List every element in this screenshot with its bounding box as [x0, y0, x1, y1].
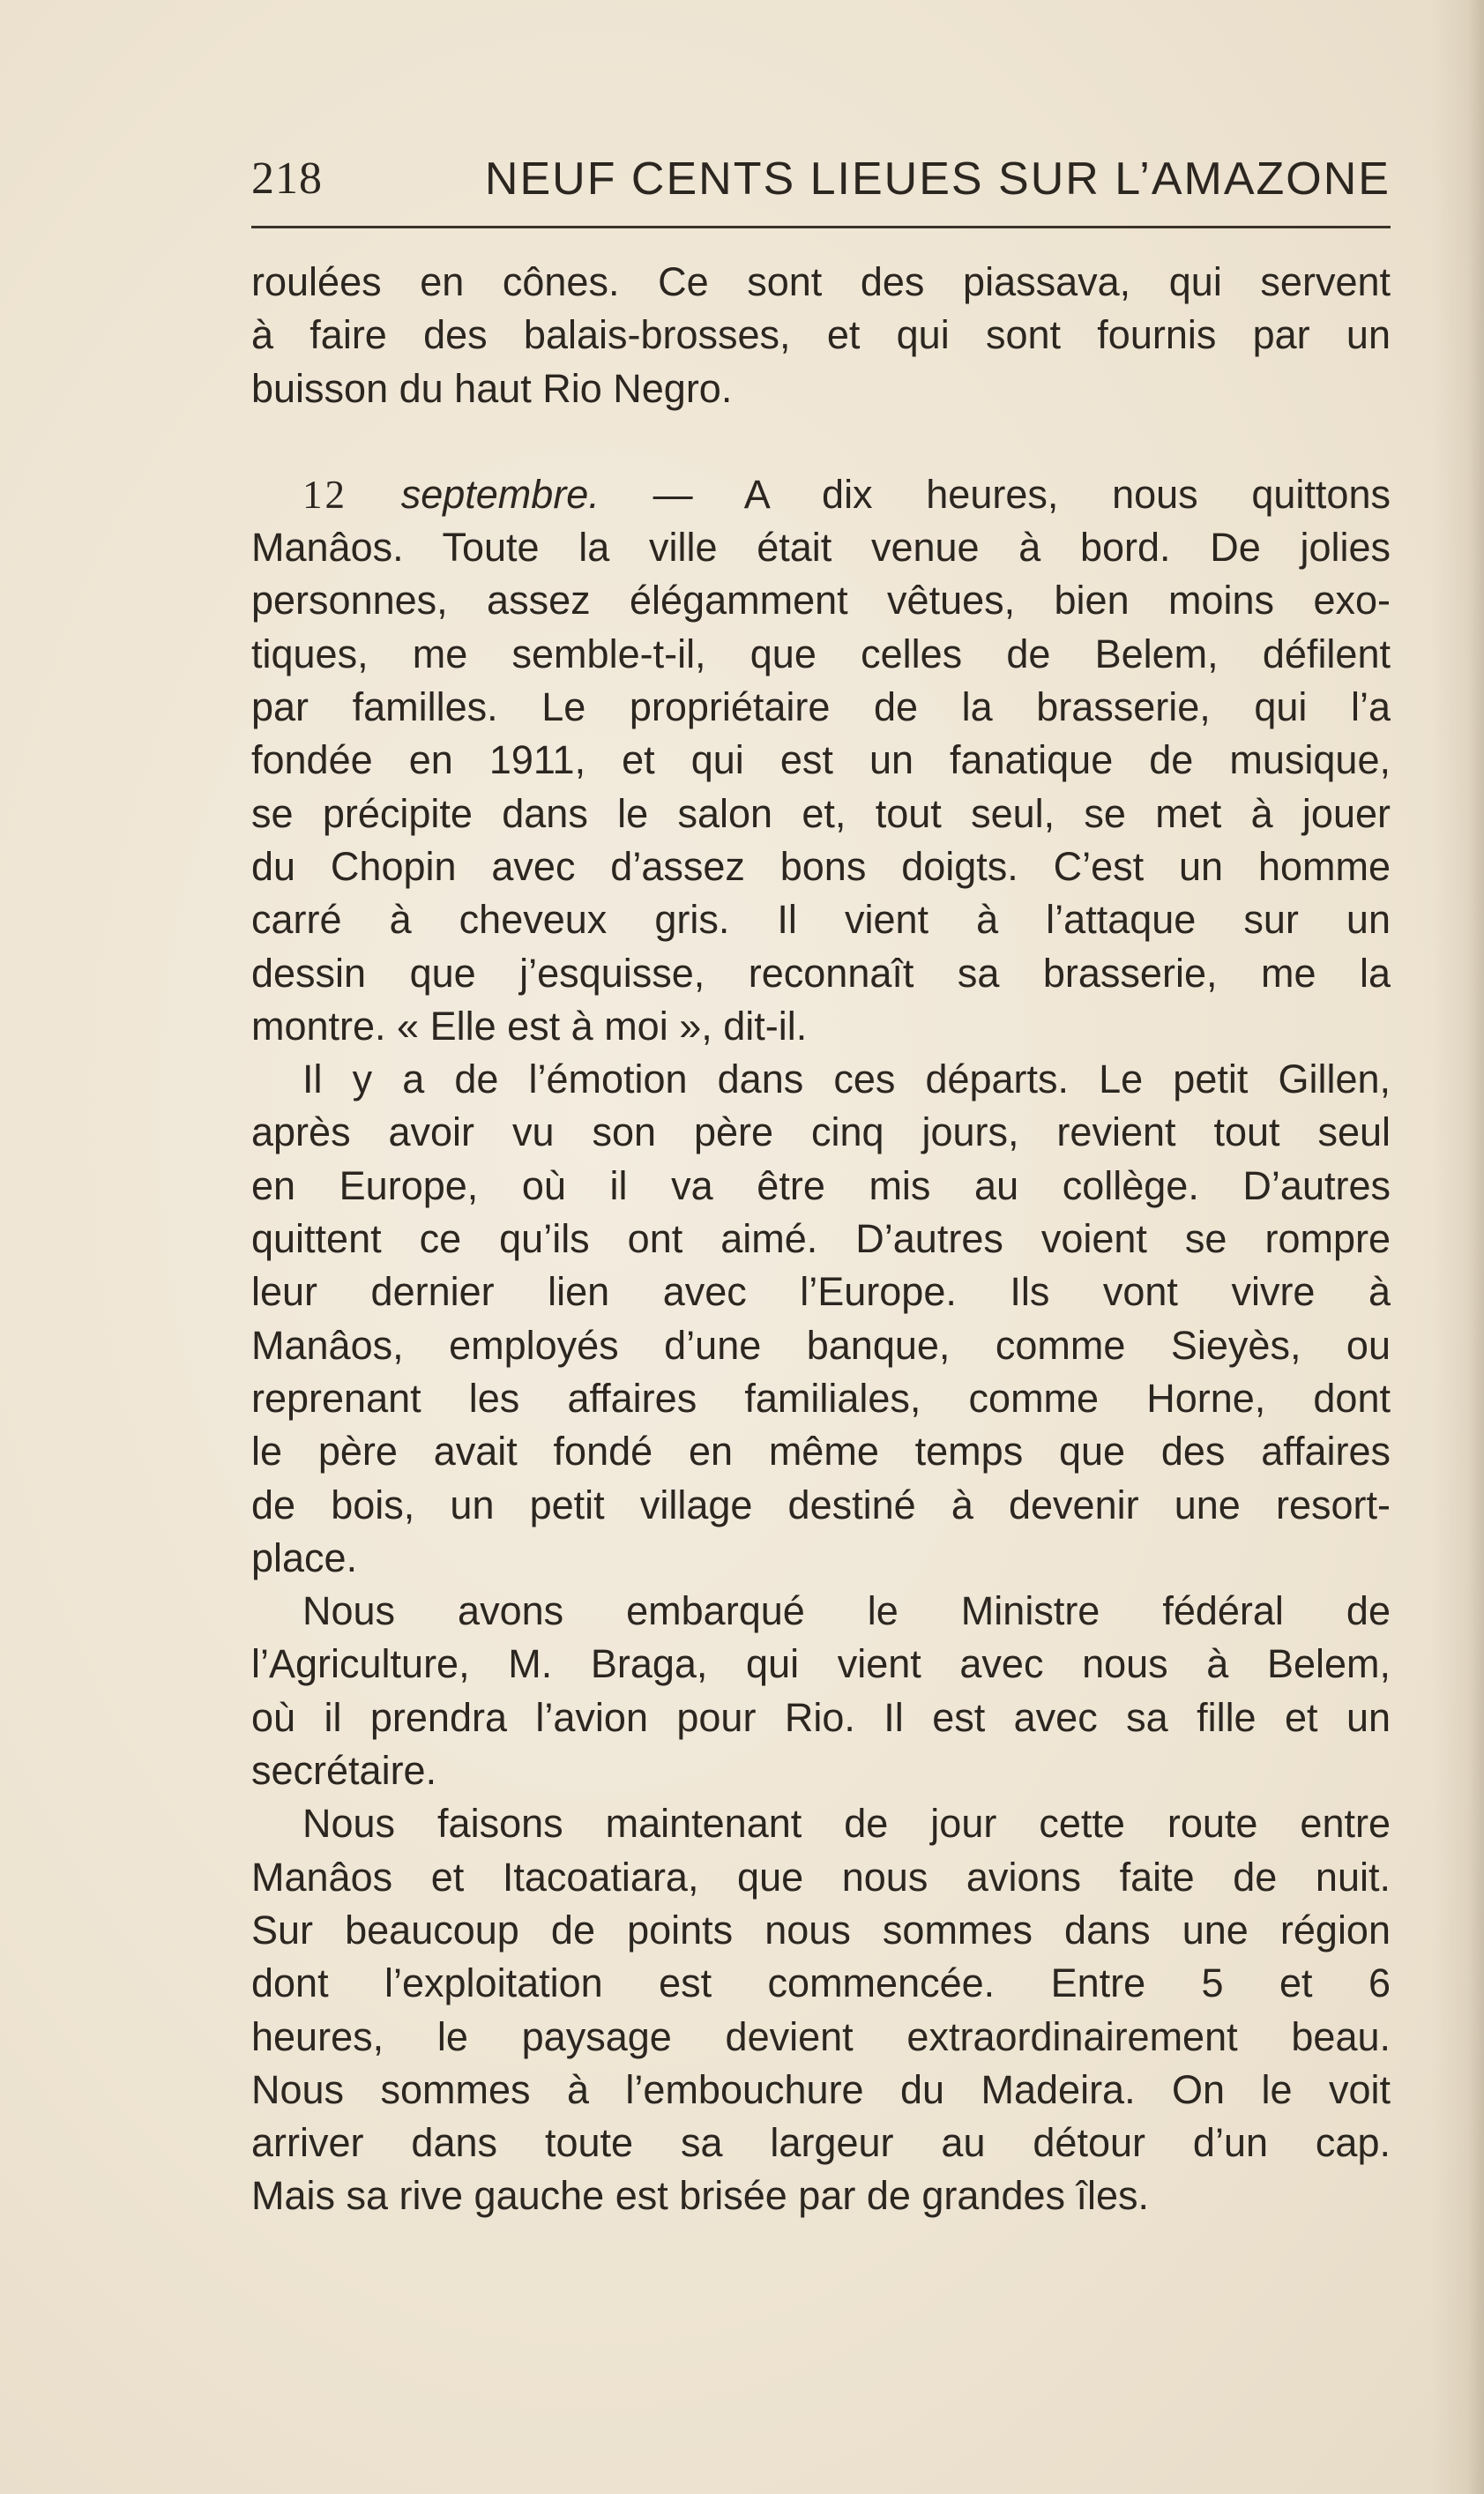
text-line: Nous avons embarqué le Ministre fédéral de	[302, 1588, 1391, 1634]
text-line: quittent ce qu’ils ont aimé. D’autres voient se rompre	[251, 1216, 1391, 1262]
header-rule	[251, 226, 1391, 228]
text-line: à faire des balais-brosses, et qui sont fournis par un	[251, 312, 1391, 358]
text-line: heures, le paysage devient extraordinairement beau.	[251, 2013, 1391, 2059]
page-edge-shadow	[1431, 0, 1484, 2494]
text-line: après avoir vu son père cinq jours, revient tout seul	[251, 1109, 1391, 1155]
text-line: roulées en cônes. Ce sont des piassava, qui servent	[251, 259, 1391, 304]
text-line: secrétaire.	[251, 1748, 437, 1794]
text-line: dont l’exploitation est commencée. Entre 5 et 6	[251, 1960, 1391, 2006]
text-line: place.	[251, 1534, 358, 1580]
text-line: fondée en 1911, et qui est un fanatique de musique,	[251, 737, 1391, 783]
text-line: Nous faisons maintenant de jour cette route entre	[302, 1801, 1391, 1847]
date-number: 12	[302, 472, 347, 517]
paragraph	[251, 1053, 1391, 1585]
text-line: du Chopin avec d’assez bons doigts. C’est un homme	[251, 843, 1391, 889]
text-line: par familles. Le propriétaire de la brasserie, qui l’a	[251, 684, 1391, 730]
text-line: où il prendra l’avion pour Rio. Il est avec sa fille et un	[251, 1694, 1391, 1740]
text-line: Sur beaucoup de points nous sommes dans une région	[251, 1907, 1391, 1953]
text-line: se précipite dans le salon et, tout seul, se met à jouer	[251, 790, 1391, 836]
text-line: carré à cheveux gris. Il vient à l’attaque sur un	[251, 897, 1391, 943]
running-title: NEUF CENTS LIEUES SUR L’AMAZONE	[484, 153, 1391, 205]
body-text	[251, 256, 1391, 2223]
text-line: reprenant les affaires familiales, comme Horne, dont	[251, 1375, 1391, 1421]
text-line: en Europe, où il va être mis au collège. D’autres	[251, 1162, 1391, 1208]
text-line: Mais sa rive gauche est brisée par de grandes îles.	[251, 2173, 1150, 2219]
text-line: de bois, un petit village destiné à devenir une resort-	[251, 1482, 1391, 1527]
text-line: l’Agriculture, M. Braga, qui vient avec nous à Belem,	[251, 1641, 1391, 1687]
paragraph	[251, 521, 1391, 1053]
running-header	[251, 148, 1391, 210]
text-line: Manâos. Toute la ville était venue à bord. De jolies	[251, 525, 1391, 571]
text-line: le père avait fondé en même temps que des affaires	[251, 1429, 1391, 1475]
date-line	[251, 468, 1391, 521]
date-word: septembre.	[400, 471, 600, 517]
text-line: personnes, assez élégamment vêtues, bien moins exo-	[251, 578, 1391, 624]
continuation-paragraph	[251, 256, 1391, 415]
text-line: montre. « Elle est à moi », dit-il.	[251, 1003, 808, 1049]
date-line-text: — A dix heures, nous quittons	[653, 471, 1391, 517]
text-line: dessin que j’esquisse, reconnaît sa brasserie, me la	[251, 950, 1391, 996]
paragraph	[251, 1585, 1391, 1797]
paragraph	[251, 1797, 1391, 2222]
page-number: 218	[251, 153, 323, 204]
section-gap	[251, 415, 1391, 468]
text-line: buisson du haut Rio Negro.	[251, 365, 733, 411]
text-line: tiques, me semble-t-il, que celles de Belem, défilent	[251, 631, 1391, 676]
text-line: leur dernier lien avec l’Europe. Ils vont vivre à	[251, 1269, 1391, 1315]
text-line: arriver dans toute sa largeur au détour d’un cap.	[251, 2120, 1391, 2166]
text-line: Il y a de l’émotion dans ces départs. Le petit Gillen,	[302, 1057, 1391, 1102]
text-line: Manâos, employés d’une banque, comme Sieyès, ou	[251, 1322, 1391, 1368]
text-line: Manâos et Itacoatiara, que nous avions faite de nuit.	[251, 1854, 1391, 1900]
text-line: Nous sommes à l’embouchure du Madeira. On le voit	[251, 2066, 1391, 2112]
